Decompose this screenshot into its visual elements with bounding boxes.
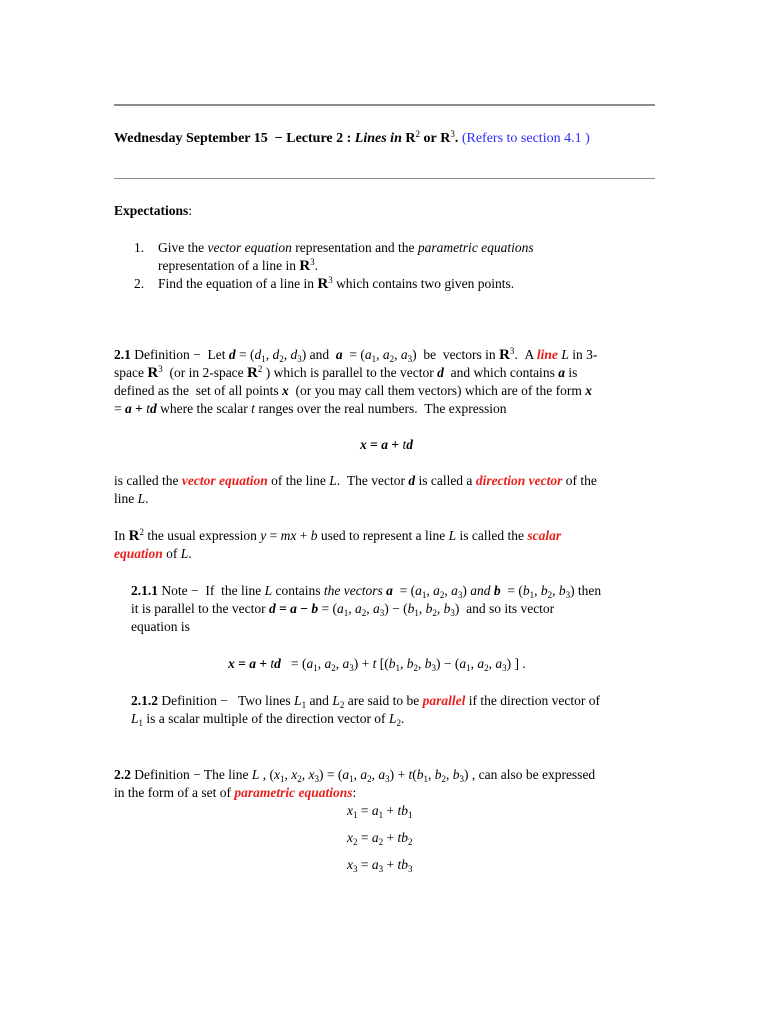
note-2-1-1: 2.1.1 Note − If the line L contains the vectors $a = (a_1$, $a_2$, $a_3$) and $b = (b_1$, $b_2$, $b_3$) then it is parallel to the vector $d = a - b = (a_1$, $a_2$, $a_3) - (b_1$, $b_2$, $b_3$) and so its vector equation is bbox=[131, 583, 602, 634]
list-item: 2. Find the equation of a line in $R^3$ which contains two given points. bbox=[134, 275, 515, 292]
title-rule bbox=[114, 178, 655, 179]
note-equation-display: x = a + td = ($a_1$, $a_2$, $a_3) + t$ [($b_1$, $b_2$, $b_3) - (a_1$, $a_2$, $a_3$) ] . bbox=[228, 656, 526, 673]
expectations-heading: Expectations: bbox=[114, 203, 193, 218]
definition-2-2: 2.2 Definition − The line L , ($x_1$, $x_2$, $x_3) = (a_1$, $a_2$, $a_3) + t(b_1$, $b_2$, $b_3$) , can also be expressed in the form of a set of parametric equations: bbox=[114, 767, 596, 800]
vector-equation-explanation: is called the vector equation of the line L. The vector d is called a direction vector of the line L. bbox=[114, 473, 597, 506]
top-rule bbox=[114, 104, 655, 106]
scalar-equation-paragraph: In $R^2$ the usual expression y = mx + b used to represent a line L is called the scalar equation of L. bbox=[114, 527, 562, 561]
vector-equation-display: x = a + td bbox=[360, 437, 413, 452]
parametric-equations: $x_1 = a_1 + tb_1$ $x_2 = a_2 + tb_2$ $x_3 = a_3 + tb_3$ bbox=[347, 803, 413, 874]
list-item: 1. Give the vector equation representation and the parametric equations representation of a line in $R^3$. bbox=[134, 240, 534, 274]
definition-2-1-2: 2.1.2 Definition − Two lines $L_1$ and $L_2$ are said to be parallel if the direction vector of $L_1$ is a scalar multiple of the direction vector of $L_2$. bbox=[131, 693, 600, 728]
page-title: Wednesday September 15 − Lecture 2 : Lines in $R^2$ or $R^3$. (Refers to section 4.1 ) bbox=[114, 129, 590, 146]
section-reference-link[interactable]: (Refers to section 4.1 ) bbox=[461, 131, 590, 146]
expectations-list bbox=[114, 239, 659, 293]
definition-2-1: 2.1 Definition − Let $d = (d_1$, $d_2$, $d_3$) and $a = (a_1$, $a_2$, $a_3$) be vectors in $R^3$. A line L in 3- space $R^3$ (or in 2-space $R^2$ ) which is parallel to the vector d and which contains a is defined as the set of all points x (or you may call them vectors) which are of the form x = a + td where the scalar t ranges over the real numbers. The expression bbox=[114, 346, 598, 416]
